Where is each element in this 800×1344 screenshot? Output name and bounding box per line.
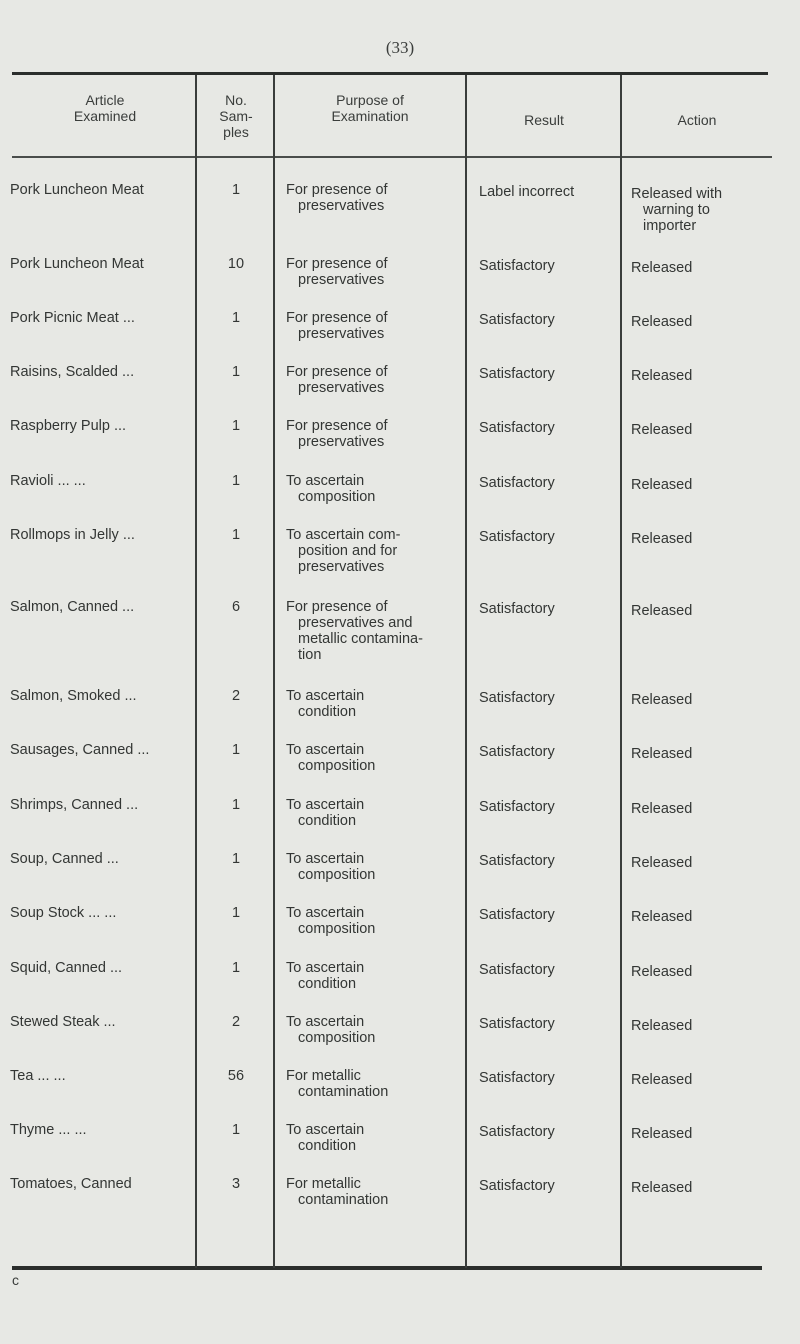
- header-article: [40, 92, 170, 124]
- row-purpose: [286, 364, 462, 396]
- row-article: Pork Picnic Meat ...: [10, 310, 135, 326]
- header-article-line: Article: [85, 92, 125, 108]
- row-result: Satisfactory: [479, 1124, 555, 1140]
- row-action: [631, 260, 771, 276]
- header-action: Action: [677, 112, 717, 128]
- action-line: warning to: [643, 202, 710, 218]
- row-samples: 2: [231, 1014, 241, 1030]
- header-samples-line: ples: [223, 124, 249, 140]
- action-line: Released: [631, 909, 693, 925]
- header-purpose-line: Purpose of: [336, 92, 404, 108]
- row-samples: 1: [231, 797, 241, 813]
- row-action: [631, 1072, 771, 1088]
- purpose-line: contamination: [298, 1192, 389, 1208]
- row-purpose: [286, 688, 462, 720]
- purpose-line: preservatives: [298, 326, 385, 342]
- purpose-line: condition: [298, 704, 357, 720]
- row-result: Satisfactory: [479, 601, 555, 617]
- row-result: Satisfactory: [479, 853, 555, 869]
- action-line: Released: [631, 1126, 693, 1142]
- purpose-line: metallic contamina-: [298, 631, 423, 647]
- purpose-line: tion: [298, 647, 322, 663]
- row-samples: 1: [231, 418, 241, 434]
- purpose-line: preservatives and: [298, 615, 413, 631]
- row-action: [631, 801, 771, 817]
- purpose-line: To ascertain: [286, 1122, 365, 1138]
- row-purpose: [286, 527, 462, 575]
- purpose-line: To ascertain com-: [286, 527, 401, 543]
- purpose-line: To ascertain: [286, 473, 365, 489]
- purpose-line: composition: [298, 489, 376, 505]
- footer-mark: c: [12, 1272, 19, 1288]
- header-samples: [198, 92, 274, 140]
- purpose-line: condition: [298, 976, 357, 992]
- purpose-line: contamination: [298, 1084, 389, 1100]
- header-samples-line: Sam-: [219, 108, 253, 124]
- purpose-line: condition: [298, 1138, 357, 1154]
- action-line: Released: [631, 531, 693, 547]
- row-action: [631, 964, 771, 980]
- purpose-line: condition: [298, 813, 357, 829]
- action-line: Released: [631, 1018, 693, 1034]
- row-article: Soup, Canned ...: [10, 851, 119, 867]
- row-article: Thyme ... ...: [10, 1122, 87, 1138]
- row-action: [631, 531, 771, 547]
- header-article-line: Examined: [73, 108, 137, 124]
- row-article: Salmon, Canned ...: [10, 599, 135, 615]
- row-purpose: [286, 851, 462, 883]
- row-purpose: [286, 797, 462, 829]
- row-samples: 1: [231, 1122, 241, 1138]
- action-line: Released: [631, 855, 693, 871]
- action-line: Released: [631, 368, 693, 384]
- row-article: Squid, Canned ...: [10, 960, 123, 976]
- row-result: Satisfactory: [479, 475, 555, 491]
- action-line: Released: [631, 746, 693, 762]
- row-action: [631, 1126, 771, 1142]
- row-article: Salmon, Smoked ...: [10, 688, 137, 704]
- row-article: Shrimps, Canned ...: [10, 797, 139, 813]
- row-action: [631, 368, 771, 384]
- row-article: Stewed Steak ...: [10, 1014, 116, 1030]
- row-samples: 1: [231, 905, 241, 921]
- header-rule: [12, 156, 772, 158]
- row-result: Satisfactory: [479, 312, 555, 328]
- row-action: [631, 692, 771, 708]
- action-line: Released: [631, 964, 693, 980]
- row-action: [631, 909, 771, 925]
- row-purpose: [286, 960, 462, 992]
- action-line: Released: [631, 477, 693, 493]
- purpose-line: For presence of: [286, 364, 388, 380]
- row-purpose: [286, 310, 462, 342]
- row-action: [631, 1018, 771, 1034]
- header-result: Result: [524, 112, 564, 128]
- purpose-line: For presence of: [286, 418, 388, 434]
- row-samples: 1: [231, 473, 241, 489]
- purpose-line: For presence of: [286, 256, 388, 272]
- row-samples: 10: [227, 256, 245, 272]
- row-purpose: [286, 905, 462, 937]
- action-line: Released: [631, 1180, 693, 1196]
- purpose-line: preservatives: [298, 434, 385, 450]
- column-divider: [195, 75, 197, 1268]
- purpose-line: For presence of: [286, 599, 388, 615]
- row-purpose: [286, 1068, 462, 1100]
- row-result: Satisfactory: [479, 962, 555, 978]
- row-samples: 1: [231, 851, 241, 867]
- purpose-line: composition: [298, 758, 376, 774]
- purpose-line: To ascertain: [286, 1014, 365, 1030]
- action-line: Released: [631, 422, 693, 438]
- row-samples: 1: [231, 182, 241, 198]
- row-purpose: [286, 1122, 462, 1154]
- row-samples: 1: [231, 364, 241, 380]
- purpose-line: To ascertain: [286, 797, 365, 813]
- row-result: Satisfactory: [479, 799, 555, 815]
- action-line: Released: [631, 692, 693, 708]
- row-action: [631, 477, 771, 493]
- action-line: Released: [631, 801, 693, 817]
- header-purpose: [290, 92, 450, 124]
- purpose-line: To ascertain: [286, 851, 365, 867]
- row-action: [631, 603, 771, 619]
- purpose-line: For presence of: [286, 182, 388, 198]
- row-samples: 6: [231, 599, 241, 615]
- purpose-line: To ascertain: [286, 960, 365, 976]
- row-samples: 3: [231, 1176, 241, 1192]
- action-line: Released: [631, 1072, 693, 1088]
- action-line: Released: [631, 260, 693, 276]
- row-article: Sausages, Canned ...: [10, 742, 150, 758]
- row-samples: 1: [231, 527, 241, 543]
- row-result: Satisfactory: [479, 366, 555, 382]
- row-purpose: [286, 742, 462, 774]
- action-line: importer: [643, 218, 697, 234]
- row-purpose: [286, 418, 462, 450]
- column-divider: [465, 75, 467, 1268]
- row-purpose: [286, 599, 462, 663]
- row-article: Tomatoes, Canned: [10, 1176, 132, 1192]
- header-purpose-line: Examination: [331, 108, 409, 124]
- row-article: Raisins, Scalded ...: [10, 364, 135, 380]
- row-result: Satisfactory: [479, 690, 555, 706]
- row-action: [631, 422, 771, 438]
- row-purpose: [286, 473, 462, 505]
- purpose-line: For metallic: [286, 1068, 361, 1084]
- top-rule: [12, 72, 768, 75]
- row-samples: 56: [227, 1068, 245, 1084]
- row-result: Label incorrect: [479, 184, 575, 200]
- row-article: Ravioli ... ...: [10, 473, 86, 489]
- action-line: Released with: [631, 186, 723, 202]
- purpose-line: composition: [298, 867, 376, 883]
- row-action: [631, 186, 771, 234]
- purpose-line: For presence of: [286, 310, 388, 326]
- row-result: Satisfactory: [479, 1016, 555, 1032]
- row-action: [631, 746, 771, 762]
- row-samples: 2: [231, 688, 241, 704]
- row-result: Satisfactory: [479, 420, 555, 436]
- header-samples-line: No.: [225, 92, 247, 108]
- row-article: Pork Luncheon Meat: [10, 256, 144, 272]
- purpose-line: composition: [298, 921, 376, 937]
- row-samples: 1: [231, 742, 241, 758]
- column-divider: [620, 75, 622, 1268]
- row-purpose: [286, 256, 462, 288]
- row-result: Satisfactory: [479, 1178, 555, 1194]
- row-purpose: [286, 1014, 462, 1046]
- row-action: [631, 855, 771, 871]
- row-result: Satisfactory: [479, 258, 555, 274]
- row-action: [631, 314, 771, 330]
- row-result: Satisfactory: [479, 1070, 555, 1086]
- purpose-line: To ascertain: [286, 688, 365, 704]
- purpose-line: preservatives: [298, 559, 385, 575]
- bottom-rule: [12, 1266, 762, 1270]
- row-article: Rollmops in Jelly ...: [10, 527, 135, 543]
- purpose-line: To ascertain: [286, 742, 365, 758]
- purpose-line: preservatives: [298, 380, 385, 396]
- row-result: Satisfactory: [479, 529, 555, 545]
- row-article: Tea ... ...: [10, 1068, 66, 1084]
- row-purpose: [286, 1176, 462, 1208]
- purpose-line: position and for: [298, 543, 398, 559]
- row-action: [631, 1180, 771, 1196]
- purpose-line: To ascertain: [286, 905, 365, 921]
- page-number: (33): [385, 38, 415, 57]
- row-samples: 1: [231, 960, 241, 976]
- column-divider: [273, 75, 275, 1268]
- row-article: Pork Luncheon Meat: [10, 182, 144, 198]
- row-result: Satisfactory: [479, 744, 555, 760]
- row-samples: 1: [231, 310, 241, 326]
- purpose-line: preservatives: [298, 198, 385, 214]
- purpose-line: composition: [298, 1030, 376, 1046]
- row-result: Satisfactory: [479, 907, 555, 923]
- action-line: Released: [631, 603, 693, 619]
- row-article: Raspberry Pulp ...: [10, 418, 127, 434]
- purpose-line: preservatives: [298, 272, 385, 288]
- row-purpose: [286, 182, 462, 214]
- purpose-line: For metallic: [286, 1176, 361, 1192]
- action-line: Released: [631, 314, 693, 330]
- row-article: Soup Stock ... ...: [10, 905, 117, 921]
